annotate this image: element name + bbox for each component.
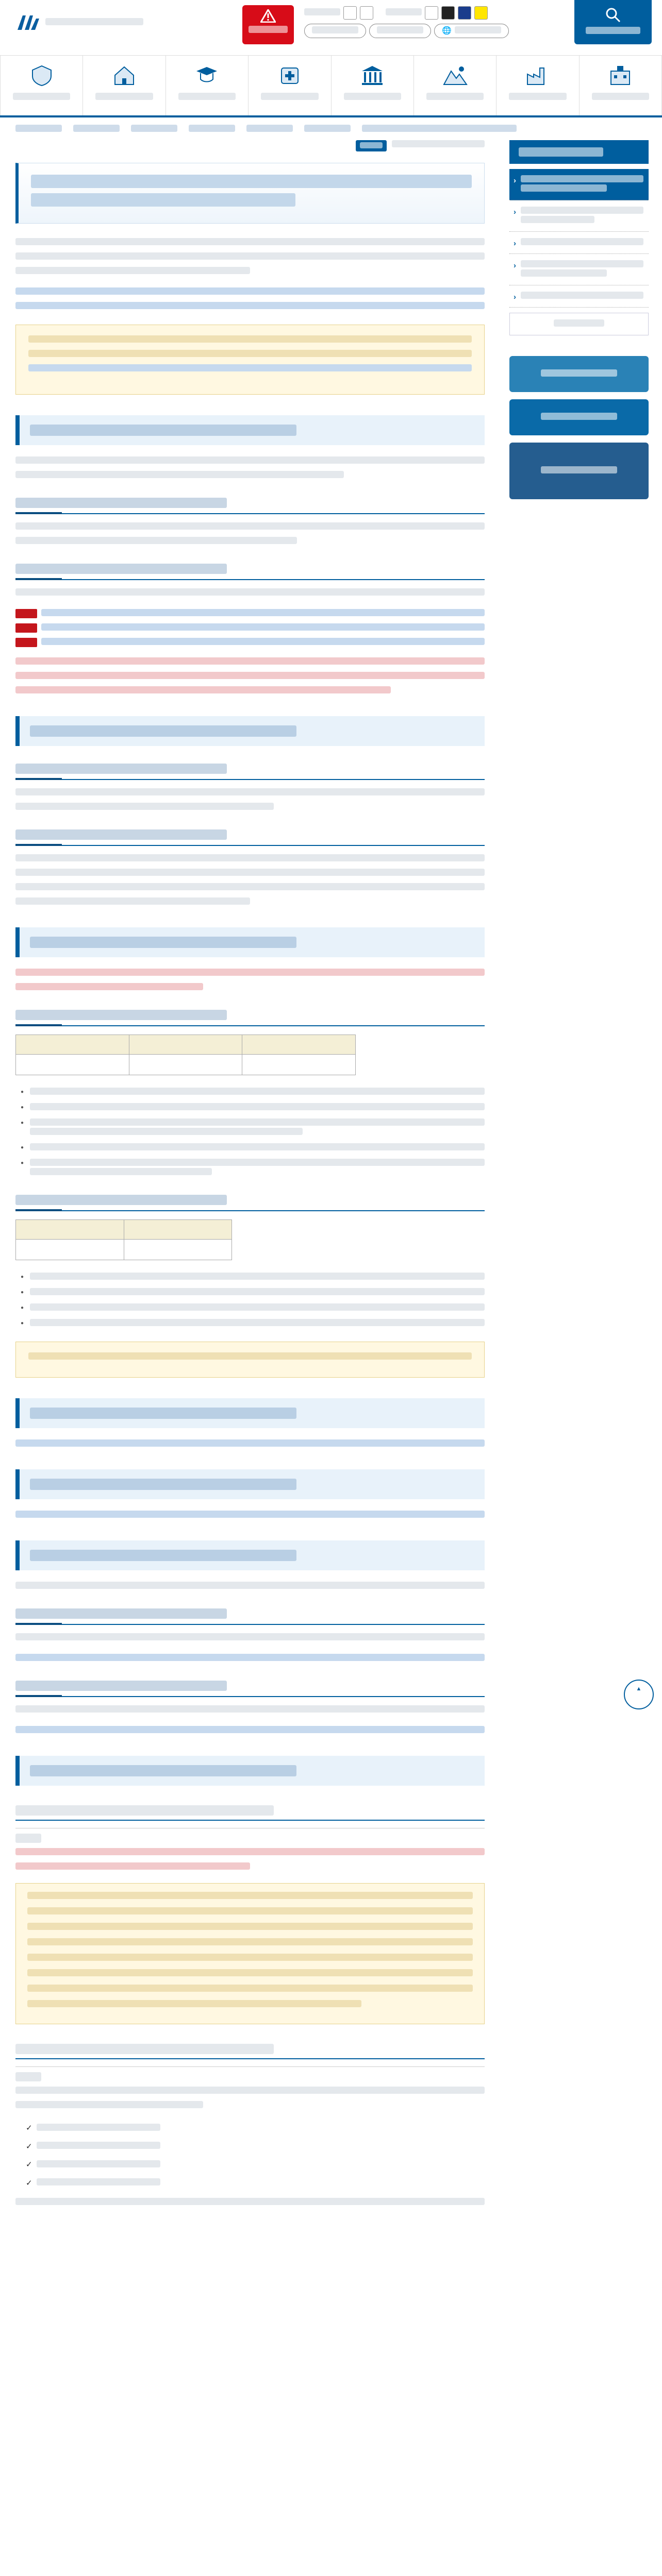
list-item	[26, 2158, 485, 2172]
search-icon	[605, 7, 621, 23]
notice-box	[15, 325, 485, 395]
list-item	[21, 1273, 485, 1282]
bank-notes	[21, 1088, 485, 1177]
subsection-heading	[15, 826, 485, 846]
gnav-item-living[interactable]	[83, 56, 166, 115]
tax-link[interactable]	[15, 1511, 485, 1520]
intro-link[interactable]	[15, 287, 485, 297]
side-category-title	[509, 140, 649, 164]
notice-link[interactable]	[28, 364, 472, 379]
bank-table	[15, 1035, 356, 1075]
list-item	[21, 1159, 485, 1177]
list-item	[26, 2122, 485, 2135]
list-item	[21, 1088, 485, 1097]
color-black-button[interactable]	[441, 6, 455, 20]
subsection-heading	[15, 495, 485, 514]
list-item	[21, 1118, 485, 1137]
chevron-up-icon: ▲	[636, 1686, 642, 1692]
prefecture-name	[45, 18, 143, 27]
faq-question	[15, 2040, 485, 2059]
faq-question	[15, 1801, 485, 1821]
check-icon: ✓	[26, 2142, 32, 2151]
text-size-large-button[interactable]	[360, 6, 373, 20]
text-size-label	[304, 8, 340, 18]
pdf-icon	[15, 638, 37, 647]
page-top-button[interactable]	[624, 1680, 654, 1709]
search-menu-label	[574, 27, 652, 36]
easy-japanese-button[interactable]	[304, 24, 366, 38]
list-item	[26, 2140, 485, 2154]
intro-paragraph	[15, 238, 485, 276]
warning-icon	[260, 9, 276, 23]
receipt-link[interactable]	[15, 1439, 485, 1449]
audio-reader-button[interactable]	[369, 24, 431, 38]
side-item[interactable]	[509, 200, 649, 232]
breadcrumb-link[interactable]	[189, 125, 235, 134]
pdf-icon	[15, 623, 37, 633]
subsection-heading	[15, 1007, 485, 1026]
gnav-item-industry[interactable]	[496, 56, 579, 115]
industry-icon	[524, 64, 551, 87]
list-item	[21, 1319, 485, 1328]
intro-link[interactable]	[15, 302, 485, 311]
section-heading	[15, 1540, 485, 1570]
text-size-standard-button[interactable]	[343, 6, 357, 20]
education-icon	[193, 64, 220, 87]
print-button[interactable]	[356, 140, 387, 151]
side-column	[509, 140, 649, 506]
section-heading	[15, 1398, 485, 1428]
house-icon	[111, 64, 138, 87]
color-yellow-button[interactable]	[474, 6, 488, 20]
accessibility-tools	[304, 6, 572, 42]
subsection-heading	[15, 1677, 485, 1697]
leisure-icon	[442, 64, 469, 87]
faq-answer	[15, 2066, 485, 2207]
gnav-item-culture[interactable]	[332, 56, 414, 115]
faq-notice	[15, 1342, 485, 1378]
site-header	[0, 0, 662, 56]
section-heading	[15, 716, 485, 746]
color-standard-button[interactable]	[425, 6, 438, 20]
pdf-link[interactable]	[15, 638, 485, 647]
side-item-current[interactable]	[509, 169, 649, 200]
check-icon: ✓	[26, 2178, 32, 2188]
side-item[interactable]	[509, 254, 649, 285]
color-label	[386, 8, 422, 18]
side-item[interactable]	[509, 285, 649, 308]
postal-notes	[21, 1273, 485, 1328]
prefecture-emblem-icon	[15, 12, 40, 33]
subsection-heading	[15, 1605, 485, 1625]
page-title	[15, 163, 485, 224]
safety-icon	[28, 64, 55, 87]
check-icon: ✓	[26, 2160, 32, 2169]
subsection-heading	[15, 561, 485, 580]
faq-answer	[15, 1828, 485, 2024]
red-cross-link[interactable]	[15, 1654, 485, 1663]
breadcrumb-link[interactable]	[15, 125, 62, 134]
breadcrumb-link[interactable]	[73, 125, 120, 134]
globe-icon: 🌐	[442, 26, 452, 36]
breadcrumb	[0, 117, 662, 140]
more-link[interactable]	[509, 313, 649, 335]
color-blue-button[interactable]	[458, 6, 471, 20]
section-heading	[15, 415, 485, 445]
subsection-heading	[15, 760, 485, 780]
pdf-link[interactable]	[15, 609, 485, 618]
community-chest-link[interactable]	[15, 1726, 485, 1735]
section-heading	[15, 1756, 485, 1786]
event-calendar-banner[interactable]	[509, 356, 649, 392]
overseas-remittance-box	[15, 1883, 485, 2024]
list-item	[21, 1143, 485, 1153]
breadcrumb-current	[362, 125, 517, 134]
search-menu-button[interactable]	[574, 0, 652, 44]
gnav-item-government[interactable]	[580, 56, 662, 115]
section-heading	[15, 927, 485, 957]
postal-table	[15, 1219, 232, 1260]
updated-date	[392, 140, 485, 151]
publication-banner[interactable]	[509, 399, 649, 435]
disaster-info-button[interactable]	[242, 5, 294, 44]
side-item[interactable]	[509, 232, 649, 254]
breadcrumb-link[interactable]	[304, 125, 351, 134]
main-content	[15, 140, 485, 2218]
pdf-link[interactable]	[15, 623, 485, 633]
check-icon: ✓	[26, 2124, 32, 2132]
global-nav	[0, 56, 662, 117]
list-item	[21, 1303, 485, 1313]
medical-icon	[276, 64, 303, 87]
language-button[interactable]	[434, 24, 509, 38]
list-item	[21, 1103, 485, 1112]
gnav-item-education[interactable]	[166, 56, 249, 115]
breadcrumb-link[interactable]	[246, 125, 293, 134]
gnav-item-leisure[interactable]	[414, 56, 496, 115]
section-heading	[15, 1469, 485, 1499]
list-item	[26, 2177, 485, 2190]
public-comment-banner[interactable]	[509, 443, 649, 499]
pdf-icon	[15, 609, 37, 618]
postal-transfer-details	[26, 2122, 485, 2190]
subsection-heading	[15, 1192, 485, 1211]
government-icon	[607, 64, 634, 87]
gnav-item-safety[interactable]	[0, 56, 83, 115]
culture-icon	[359, 64, 386, 87]
site-logo[interactable]	[15, 12, 143, 33]
disaster-button-label	[242, 26, 294, 35]
list-item	[21, 1288, 485, 1297]
gnav-item-medical[interactable]	[249, 56, 331, 115]
breadcrumb-link[interactable]	[131, 125, 177, 134]
